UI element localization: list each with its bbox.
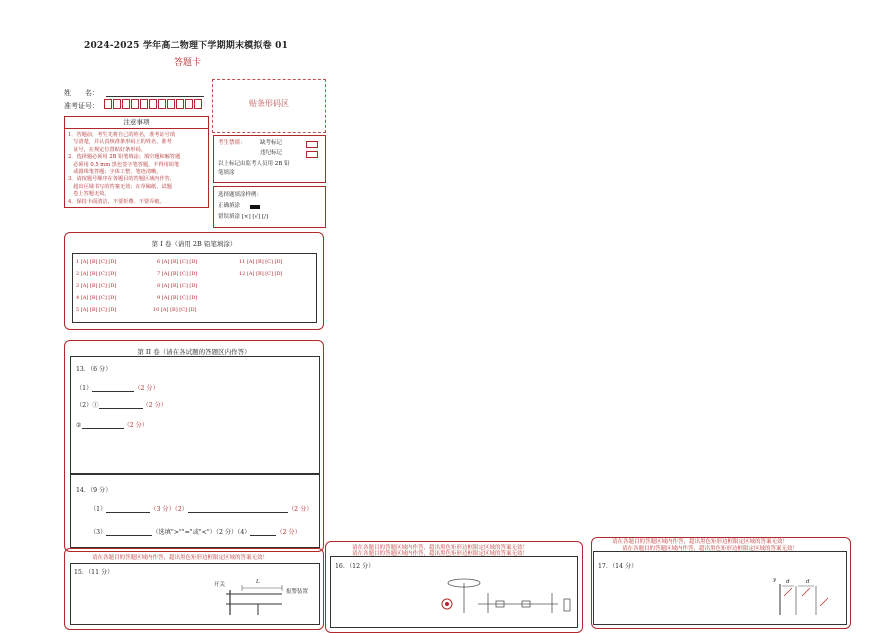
mc-question[interactable]: 3 [A] [B] [C] [D]: [76, 283, 117, 289]
mc-question[interactable]: 8 [A] [B] [C] [D]: [157, 283, 198, 289]
part1-title: 第 I 卷（请用 2B 铅笔填涂）: [151, 240, 237, 248]
q15-warning: 请在各题目的答题区域内作答，超出黑色矩形边框限定区域的答案无效！: [92, 555, 269, 561]
filled-mark-icon: [250, 205, 260, 209]
part1-section: [64, 232, 324, 330]
notice-line: 4．保持卡面清洁，不要折叠、不要弄破。: [68, 198, 165, 205]
barcode-area: [212, 79, 326, 133]
q15-diagram: [222, 584, 288, 615]
q14-answer-2[interactable]: [188, 506, 288, 513]
exam-id-grid[interactable]: [104, 99, 203, 109]
q17-warning: 请在各题目的答题区域内作答，超出黑色矩形边框限定区域的答案无效！: [612, 539, 789, 545]
notice-line: 或圆珠笔答题；字体工整、笔迹清晰。: [68, 169, 162, 176]
notice-line: 证号，在规定位置贴好条形码。: [68, 146, 146, 153]
mc-question[interactable]: 2 [A] [B] [C] [D]: [76, 271, 117, 277]
d-label: d: [806, 579, 810, 585]
candidate-label: 考生禁填：: [218, 140, 246, 146]
mc-question[interactable]: 5 [A] [B] [C] [D]: [76, 307, 117, 313]
part2-title: 第 II 卷（请在各试题的答题区内作答）: [137, 348, 251, 356]
q13-part1: （1） （2 分）: [76, 385, 159, 392]
exam-id-label: 准考证号：: [64, 102, 99, 110]
q13-part2: （2）① （2 分）: [76, 402, 167, 409]
absent-label: 缺考标记: [260, 140, 283, 146]
notice-line: 3．请按题号顺序在各题目的答题区域内作答，: [68, 176, 176, 183]
mc-question[interactable]: 7 [A] [B] [C] [D]: [157, 271, 198, 277]
mc-question[interactable]: 10 [A] [B] [C] [D]: [153, 307, 197, 313]
alarm-label: 报警装置: [286, 589, 309, 595]
notice-box: [64, 116, 209, 208]
exam-title: 2024-2025 学年高二物理下学期期末模拟卷 01: [84, 41, 289, 51]
mc-question[interactable]: 11 [A] [B] [C] [D]: [239, 259, 283, 265]
notice-title: 注意事项: [65, 117, 208, 129]
correct-fill-label: 正确填涂: [218, 203, 241, 209]
notice-line: 1．答题前，考生先将自己的姓名，准考证号填: [68, 132, 176, 138]
d-label: d: [786, 579, 790, 585]
wrong-fill-label: 错误填涂 [×] [√] [/]: [218, 214, 269, 220]
notice-line: 必须用 0.5 mm 黑色签字笔答题，不得用铅笔: [68, 161, 180, 168]
q14-answer-3[interactable]: [106, 529, 152, 536]
violation-label: 违纪标记: [260, 150, 283, 156]
mc-question[interactable]: 12 [A] [B] [C] [D]: [239, 271, 283, 277]
q13-answer-2a[interactable]: [99, 402, 143, 409]
mc-question[interactable]: 9 [A] [B] [C] [D]: [157, 295, 198, 301]
sample-box: [213, 186, 326, 228]
candidate-box: [213, 135, 326, 183]
mc-question[interactable]: 6 [A] [B] [C] [D]: [157, 259, 198, 265]
q13-box: [70, 356, 320, 474]
q14-line2: （3） （选填">""="或"<"）（2 分）（4） （2 分）: [90, 529, 301, 536]
q13-answer-1[interactable]: [92, 385, 134, 392]
q16-warning: 请在各题目的答题区域内作答，超出黑色矩形边框限定区域的答案无效！: [352, 545, 529, 551]
absent-checkbox[interactable]: [306, 141, 318, 148]
violation-checkbox[interactable]: [306, 151, 318, 158]
notice-line: 卷上答题无效。: [68, 191, 110, 198]
q16-heading: 16．（12 分）: [335, 563, 375, 570]
notice-line: 2．选择题必须用 2B 铅笔填涂；填空题和解答题: [68, 154, 181, 161]
sample-title: 选择题填涂样例：: [218, 192, 263, 198]
q17-field-diagram: [776, 584, 836, 615]
q16-circuit-diagram: [438, 573, 578, 615]
candidate-note: 笔填涂: [218, 170, 235, 176]
notice-line: 超出区域书写的答案无效；在草稿纸、试题: [68, 183, 172, 190]
candidate-note: 以上标记由监考人员用 2B 铅: [218, 161, 290, 167]
answer-sheet-label: 答题卡: [174, 58, 202, 68]
mc-question[interactable]: 4 [A] [B] [C] [D]: [76, 295, 117, 301]
q15-heading: 15．（11 分）: [74, 569, 114, 576]
q17-warning: 请在各题目的答题区域内作答，超出黑色矩形边框限定区域的答案无效！: [622, 546, 799, 552]
q14-answer-4[interactable]: [250, 529, 276, 536]
q13-heading: 13．（6 分）: [76, 366, 112, 373]
q14-heading: 14．（9 分）: [76, 487, 112, 494]
y-axis-label: y: [773, 577, 777, 583]
barcode-label: 贴条形码区: [249, 99, 289, 108]
q17-heading: 17．（14 分）: [598, 563, 638, 570]
name-label: 姓 名：: [64, 89, 99, 97]
q16-warning: 请在各题目的答题区域内作答，超出黑色矩形边框限定区域的答案无效！: [352, 551, 529, 557]
length-label: L: [256, 579, 260, 585]
name-field[interactable]: [106, 96, 204, 97]
q14-answer-1[interactable]: [106, 506, 150, 513]
q13-answer-2b[interactable]: [82, 422, 124, 429]
q14-line1: （1） （3 分）（2） （2 分）: [90, 506, 313, 513]
mc-question[interactable]: 1 [A] [B] [C] [D]: [76, 259, 117, 265]
notice-line: 写清楚，并认真核准条形码上的姓名、准考: [68, 139, 172, 146]
switch-label: 开关: [214, 582, 226, 588]
q13-part3: ② （2 分）: [76, 422, 149, 429]
